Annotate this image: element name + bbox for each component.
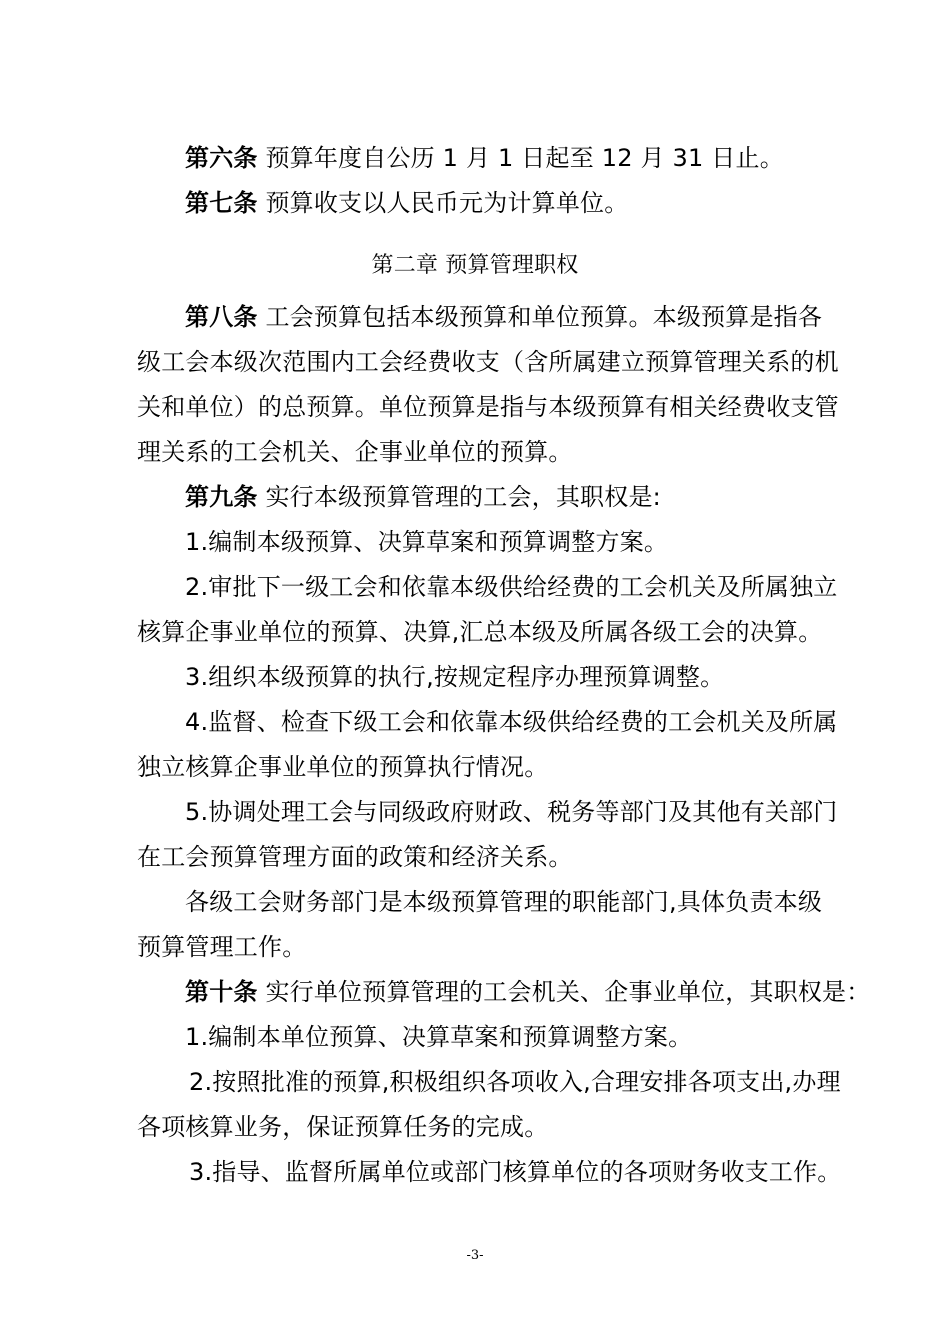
article-9-item-3: 3.组织本级预算的执行,按规定程序办理预算调整。 [185, 663, 725, 691]
article-label: 第七条 [185, 189, 258, 217]
article-9-note-cont: 预算管理工作。 [137, 933, 307, 961]
article-8-line-4: 理关系的工会机关、企事业单位的预算。 [137, 438, 573, 466]
article-9-item-4-cont: 独立核算企事业单位的预算执行情况。 [137, 753, 549, 781]
article-10-item-3: 3.指导、监督所属单位或部门核算单位的各项财务收支工作。 [189, 1158, 842, 1186]
article-10-item-2-cont: 各项核算业务，保证预算任务的完成。 [137, 1113, 549, 1141]
article-label: 第六条 [185, 144, 258, 172]
article-8 [0, 301, 950, 333]
article-10-item-2: 2.按照批准的预算,积极组织各项收入,合理安排各项支出,办理 [189, 1068, 841, 1096]
article-text: 预算年度自公历 1 月 1 日起至 12 月 31 日止。 [265, 144, 784, 172]
page-number: -3- [466, 1248, 484, 1263]
article-8-line-3: 关和单位）的总预算。单位预算是指与本级预算有相关经费收支管 [137, 393, 839, 421]
article-9-item-5-cont: 在工会预算管理方面的政策和经济关系。 [137, 843, 573, 871]
article-9 [0, 481, 950, 513]
chapter-title: 第二章 预算管理职权 [371, 253, 579, 278]
article-9-item-4: 4.监督、检查下级工会和依靠本级供给经费的工会机关及所属 [185, 708, 838, 736]
article-6 [0, 142, 950, 174]
article-label: 第九条 [185, 483, 258, 511]
article-9-item-2-cont: 核算企事业单位的预算、决算,汇总本级及所属各级工会的决算。 [137, 618, 823, 646]
article-label: 第十条 [185, 978, 258, 1006]
article-text: 预算收支以人民币元为计算单位。 [265, 189, 629, 217]
article-8-line-2: 级工会本级次范围内工会经费收支（含所属建立预算管理关系的机 [137, 348, 839, 376]
article-10-item-1: 1.编制本单位预算、决算草案和预算调整方案。 [185, 1023, 693, 1051]
article-9-item-2: 2.审批下一级工会和依靠本级供给经费的工会机关及所属独立 [185, 573, 838, 601]
article-7 [0, 187, 950, 219]
article-9-note: 各级工会财务部门是本级预算管理的职能部门,具体负责本级 [185, 888, 823, 916]
article-text: 实行单位预算管理的工会机关、企事业单位，其职权是： [265, 978, 871, 1006]
article-text: 实行本级预算管理的工会，其职权是: [265, 483, 661, 511]
article-9-item-1: 1.编制本级预算、决算草案和预算调整方案。 [185, 528, 669, 556]
article-9-item-5: 5.协调处理工会与同级政府财政、税务等部门及其他有关部门 [185, 798, 838, 826]
article-text: 工会预算包括本级预算和单位预算。本级预算是指各 [265, 303, 823, 331]
article-label: 第八条 [185, 303, 258, 331]
article-10 [0, 976, 950, 1008]
